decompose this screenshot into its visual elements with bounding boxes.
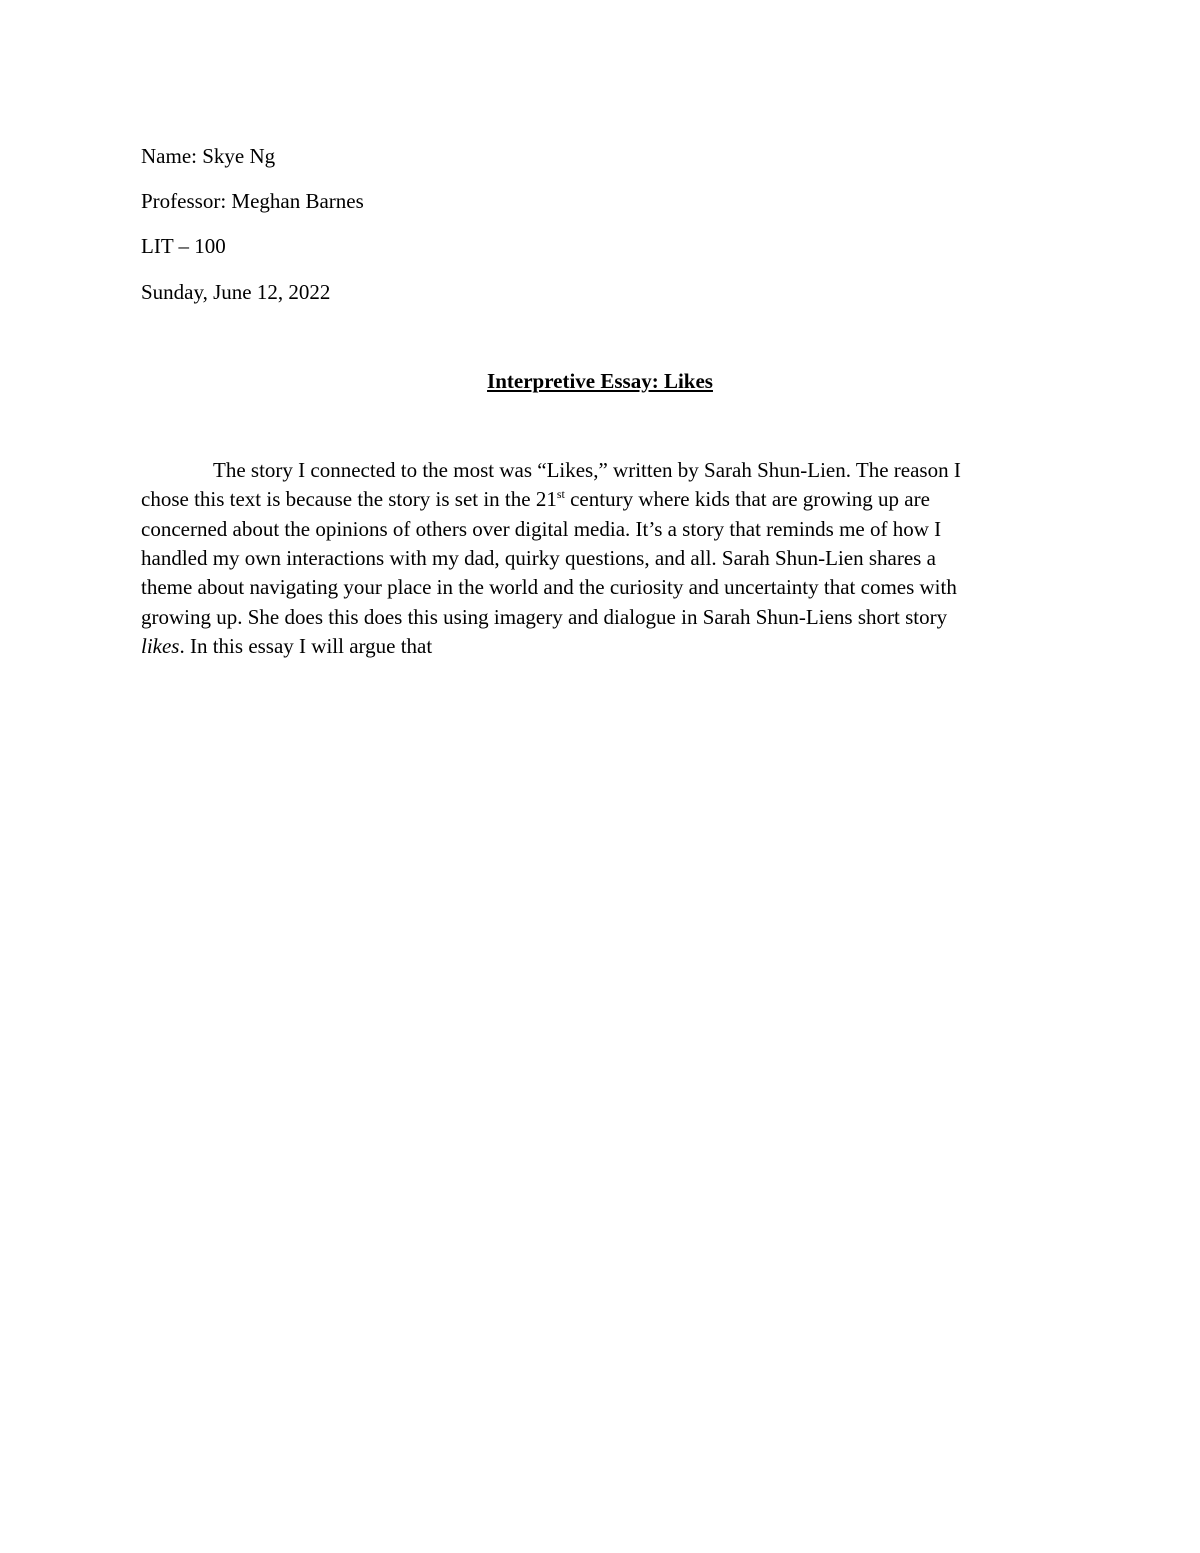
essay-title: Interpretive Essay: Likes [487,369,713,393]
body-line-4: handled my own interactions with my dad, quirky questions, and all. Sarah Shun-Lien shares a [141,546,936,570]
story-title-italic: likes [141,634,180,658]
course-code: LIT – 100 [141,234,226,258]
ordinal-suffix: st [556,487,565,501]
body-line-1: The story I connected to the most was “Likes,” written by Sarah Shun-Lien. The reason I [213,458,961,482]
body-line-7 [141,631,432,661]
body-line-2-text: chose this text is because the story is set in the 21 [141,487,557,511]
body-line-7-text: . In this essay I will argue that [179,634,433,658]
student-name: Name: Skye Ng [141,144,276,168]
body-line-3: concerned about the opinions of others over digital media. It’s a story that reminds me of how I [141,517,942,541]
professor-name: Professor: Meghan Barnes [141,189,364,213]
body-line-2 [141,484,930,514]
body-line-5: theme about navigating your place in the world and the curiosity and uncertainty that comes with [141,575,957,599]
essay-date: Sunday, June 12, 2022 [141,280,331,304]
body-line-6: growing up. She does this does this using imagery and dialogue in Sarah Shun-Liens short story [141,605,948,629]
body-line-2-text-rest: century where kids that are growing up are [564,487,930,511]
